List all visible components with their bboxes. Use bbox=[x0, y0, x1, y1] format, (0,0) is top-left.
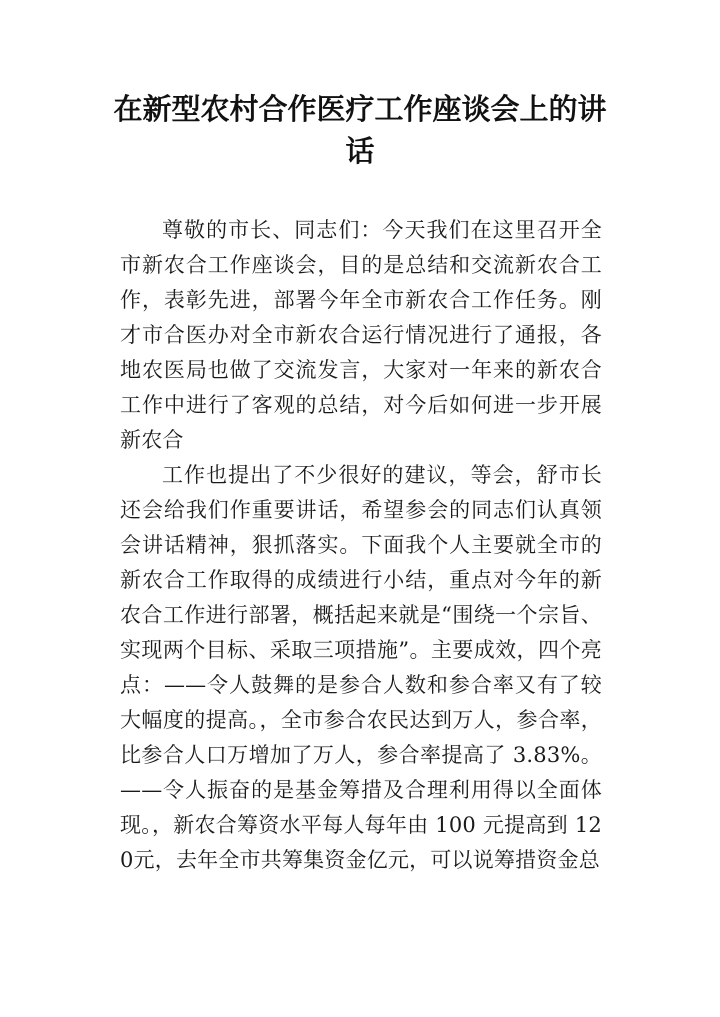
paragraph: 尊敬的市长、同志们：今天我们在这里召开全市新农合工作座谈会，目的是总结和交流新农合工作，表彰先进，部署今年全市新农合工作任务。刚才市合医办对全市新农合运行情况进行了通报，各地农医局也做了交流发言，大家对一年来的新农合工作中进行了客观的总结，对今后如何进一步开展新农合 bbox=[120, 218, 602, 452]
document-body bbox=[120, 213, 602, 878]
document-title: 在新型农村合作医疗工作座谈会上的讲话 bbox=[113, 92, 607, 168]
paragraph: 工作也提出了不少很好的建议，等会，舒市长还会给我们作重要讲话，希望参会的同志们认真领会讲话精神，狠抓落实。下面我个人主要就全市的新农合工作取得的成绩进行小结，重点对今年的新农合工作进行部署，概括起来就是“围绕一个宗旨、实现两个目标、采取三项措施”。主要成效，四个亮点：——令人鼓舞的是参合人数和参合率又有了较大幅度的提高。，全市参合农民达到万人，参合率，比参合人口万增加了万人，参合率提高了 3.83%。——令人振奋的是基金筹措及合理利用得以全面体现。，新农合筹资水平每人每年由 100 元提高到 120元，去年全市共筹集资金亿元，可以说筹措资金总 bbox=[120, 463, 602, 872]
